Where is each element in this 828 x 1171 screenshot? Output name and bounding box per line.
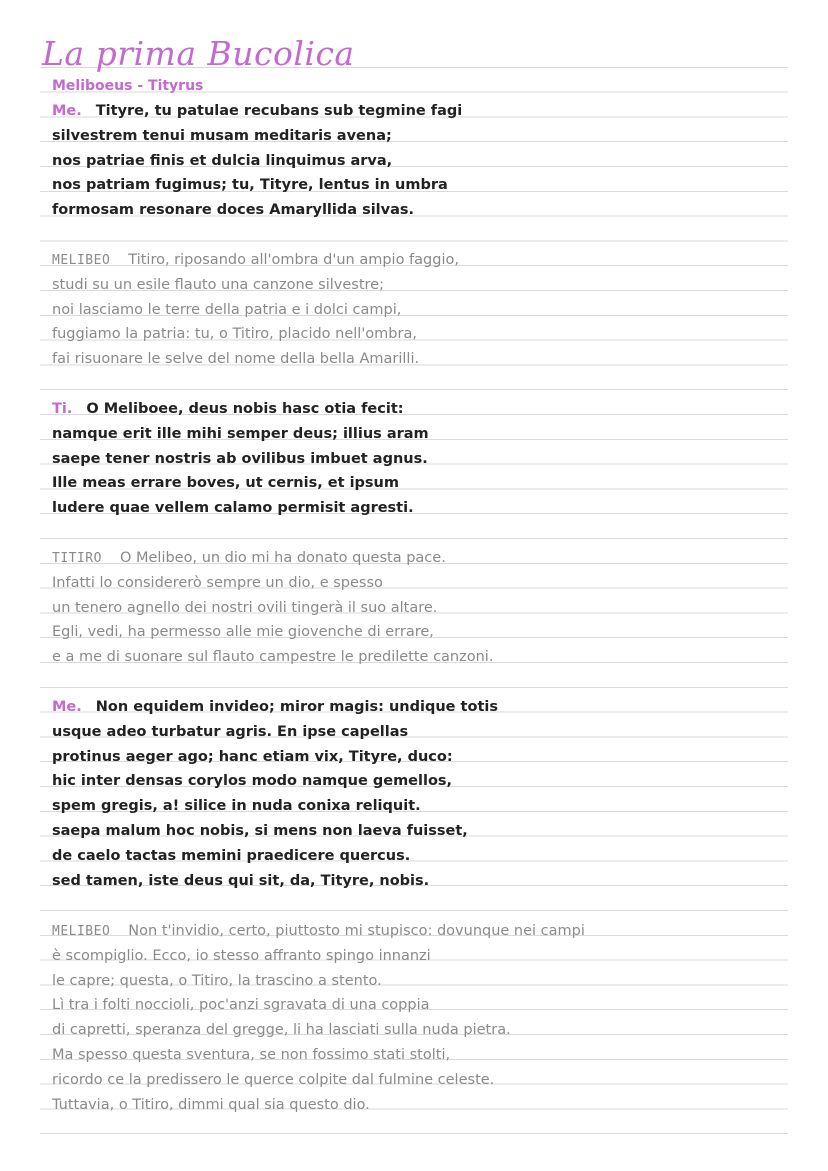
italian-verse-line <box>52 325 417 343</box>
latin-verse-line <box>52 176 448 194</box>
verse-text: protinus aeger ago; hanc etiam vix, Tityre, duco: <box>52 748 453 765</box>
verse-text: noi lasciamo le terre della patria e i dolci campi, <box>52 301 402 318</box>
italian-verse-line <box>52 549 446 568</box>
verse-text: saepa malum hoc nobis, si mens non laeva fuisset, <box>52 823 468 839</box>
verse-text: spem gregis, a! silice in nuda conixa reliquit. <box>52 798 421 815</box>
verse-text: un tenero agnello dei nostri ovili tingerà il suo altare. <box>52 599 438 616</box>
verse-text: ludere quae vellem calamo permisit agresti. <box>52 500 414 517</box>
latin-verse-line <box>52 748 453 766</box>
speaker-label: TITIRO <box>52 551 102 566</box>
verse-text: hic inter densas corylos modo namque gemellos, <box>52 773 453 790</box>
italian-verse-line <box>52 276 384 294</box>
verse-text: Ille meas errare boves, ut cernis, et ipsum <box>52 475 399 492</box>
verse-text: fuggiamo la patria: tu, o Titiro, placido nell'ombra, <box>52 326 417 343</box>
latin-verse-line <box>52 400 404 418</box>
italian-verse-line <box>52 1046 450 1064</box>
italian-verse-line <box>52 574 383 592</box>
verse-text: silvestrem tenui musam meditaris avena; <box>52 127 392 144</box>
speaker-label: Me. <box>52 699 82 715</box>
speaker-label: MELIBEO <box>52 924 111 939</box>
verse-text: nos patriam fugimus; tu, Tityre, lentus in umbra <box>52 177 448 194</box>
speaker-label: MELIBEO <box>52 253 111 268</box>
verse-text: usque adeo turbatur agris. En ipse capellas <box>52 723 409 740</box>
verse-text: Non equidem invideo; miror magis: undique totis <box>95 699 498 715</box>
italian-verse-line <box>52 301 401 319</box>
verse-text: Tuttavia, o Titiro, dimmi qual sia questo dio. <box>52 1096 370 1113</box>
speaker-label: Me. <box>52 103 82 119</box>
italian-verse-line <box>52 648 493 666</box>
latin-verse-line <box>52 872 429 890</box>
latin-verse-line <box>52 847 410 865</box>
italian-verse-line <box>52 972 382 990</box>
verse-text: è scompiglio. Ecco, io stesso affranto spingo innanzi <box>52 947 431 964</box>
latin-verse-line <box>52 201 414 219</box>
verse-text: namque erit ille mihi semper deus; illius aram <box>52 425 429 442</box>
page-subtitle: Meliboeus - Tityrus <box>52 78 204 94</box>
italian-verse-line <box>52 996 430 1014</box>
verse-text: Lì tra i folti noccioli, poc'anzi sgravata di una coppia <box>52 997 430 1014</box>
latin-verse-line <box>52 102 462 120</box>
verse-text: di capretti, speranza del gregge, li ha lasciati sulla nuda pietra. <box>52 1022 511 1039</box>
latin-verse-line <box>52 723 408 741</box>
verse-text: Infatti lo considererò sempre un dio, e spesso <box>52 574 383 591</box>
page-title: La prima Bucolica <box>42 34 355 73</box>
verse-text: studi su un esile flauto una canzone silvestre; <box>52 276 384 293</box>
verse-text: Egli, vedi, ha permesso alle mie giovenche di errare, <box>52 624 434 641</box>
speaker-label: Ti. <box>52 401 73 417</box>
latin-verse-line <box>52 698 498 716</box>
italian-verse-line <box>52 1071 494 1089</box>
latin-verse-line <box>52 822 468 840</box>
verse-text: Ma spesso questa sventura, se non fossimo stati stolti, <box>52 1047 451 1063</box>
latin-verse-line <box>52 499 414 517</box>
verse-text: e a me di suonare sul flauto campestre le predilette canzoni. <box>52 649 494 666</box>
verse-text: O Meliboee, deus nobis hasc otia fecit: <box>86 401 404 417</box>
verse-text: Non t'invidio, certo, piuttosto mi stupisco: dovunque nei campi <box>128 923 585 939</box>
verse-text: fai risuonare le selve del nome della bella Amarilli. <box>52 351 420 368</box>
latin-verse-line <box>52 425 429 443</box>
italian-verse-line <box>52 599 437 617</box>
verse-text: formosam resonare doces Amaryllida silvas. <box>52 202 415 219</box>
latin-verse-line <box>52 772 452 790</box>
verse-text: sed tamen, iste deus qui sit, da, Tityre, nobis. <box>52 872 430 889</box>
verse-text: de caelo tactas memini praedicere quercus. <box>52 847 411 864</box>
latin-verse-line <box>52 127 392 145</box>
italian-verse-line <box>52 1021 511 1039</box>
verse-text: le capre; questa, o Titiro, la trascino a stento. <box>52 972 382 989</box>
italian-verse-line <box>52 623 434 641</box>
italian-verse-line <box>52 251 459 270</box>
verse-text: saepe tener nostris ab ovilibus imbuet agnus. <box>52 450 428 467</box>
italian-verse-line <box>52 922 585 941</box>
latin-verse-line <box>52 450 428 468</box>
italian-verse-line <box>52 1096 370 1114</box>
latin-verse-line <box>52 152 392 170</box>
italian-verse-line <box>52 350 419 368</box>
latin-verse-line <box>52 797 421 815</box>
verse-text: Titiro, riposando all'ombra d'un ampio faggio, <box>128 252 459 268</box>
verse-text: nos patriae finis et dulcia linquimus arva, <box>52 152 393 169</box>
verse-text: O Melibeo, un dio mi ha donato questa pace. <box>119 550 446 566</box>
italian-verse-line <box>52 947 431 965</box>
latin-verse-line <box>52 474 399 492</box>
verse-text: Tityre, tu patulae recubans sub tegmine fagi <box>95 103 463 119</box>
verse-text: ricordo ce la predissero le querce colpite dal fulmine celeste. <box>52 1071 495 1088</box>
